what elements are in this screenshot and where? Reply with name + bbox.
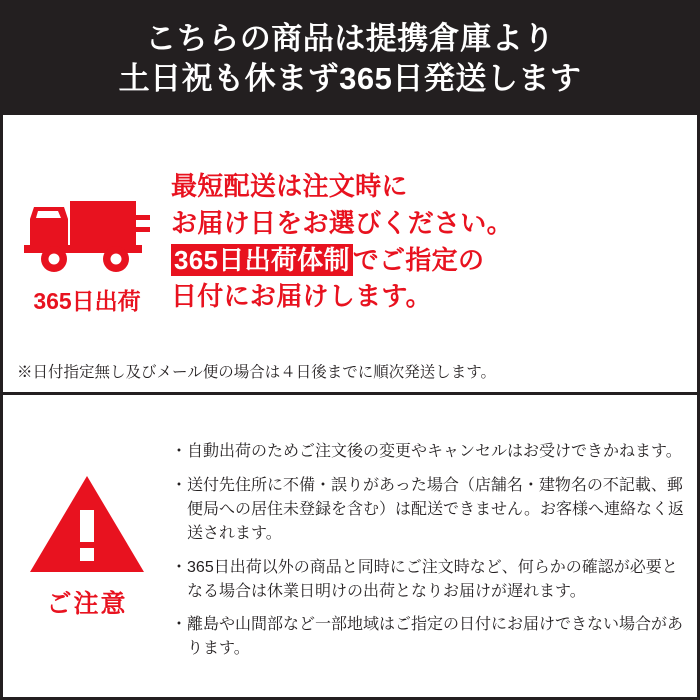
caution-label: ご注意 [46, 590, 128, 618]
bullet-marker: ・ [171, 476, 188, 494]
list-item [171, 556, 685, 605]
caution-column [3, 405, 171, 697]
bullet-marker: ・ [171, 616, 188, 634]
list-item [171, 474, 685, 547]
delivery-message-line-1: 最短配送は注文時に [171, 170, 408, 201]
delivery-note: ※日付指定無し及びメール便の場合は４日後までに順次発送します。 [17, 364, 496, 381]
caution-bullet-list [171, 405, 697, 697]
list-item [171, 613, 685, 662]
header-line-1: こちらの商品は提携倉庫より [145, 21, 555, 57]
warning-triangle-icon [28, 472, 146, 576]
delivery-message-column [171, 125, 697, 358]
caution-section [3, 395, 697, 697]
delivery-message-line-4: 日付にお届けします。 [171, 281, 432, 312]
delivery-message-line-3 [171, 242, 683, 279]
bullet-text: 365日出荷以外の商品と同時にご注文時など、何らかの確認が必要となる場合は休業日明けの出荷となりお届けが遅れます。 [187, 558, 678, 600]
bullet-marker: ・ [171, 443, 188, 461]
truck-column [3, 125, 171, 358]
delivery-highlight-365: 365日出荷体制 [171, 244, 353, 276]
delivery-truck-icon [24, 185, 150, 277]
delivery-message-line-2: お届け日をお選びください。 [171, 207, 513, 238]
bullet-text: 離島や山間部など一部地域はご指定の日付にお届けできない場合があります。 [187, 616, 684, 658]
truck-label: 365日出荷 [33, 288, 141, 314]
delivery-section [3, 115, 697, 395]
bullet-text: 自動出荷のためご注文後の変更やキャンセルはお受けできかねます。 [187, 443, 682, 461]
delivery-message-line-3-rest: でご指定の [352, 244, 485, 275]
banner-header [3, 3, 697, 115]
bullet-text: 送付先住所に不備・誤りがあった場合（店舗名・建物名の不記載、郵便局への居住未登録を含む）は配送できません。お客様へ連絡なく返送されます。 [187, 476, 684, 543]
delivery-body [3, 125, 697, 358]
delivery-note-row [3, 358, 697, 392]
header-line-2: 土日祝も休まず365日発送します [118, 61, 582, 96]
list-item [171, 440, 685, 464]
bullet-marker: ・ [171, 558, 188, 576]
